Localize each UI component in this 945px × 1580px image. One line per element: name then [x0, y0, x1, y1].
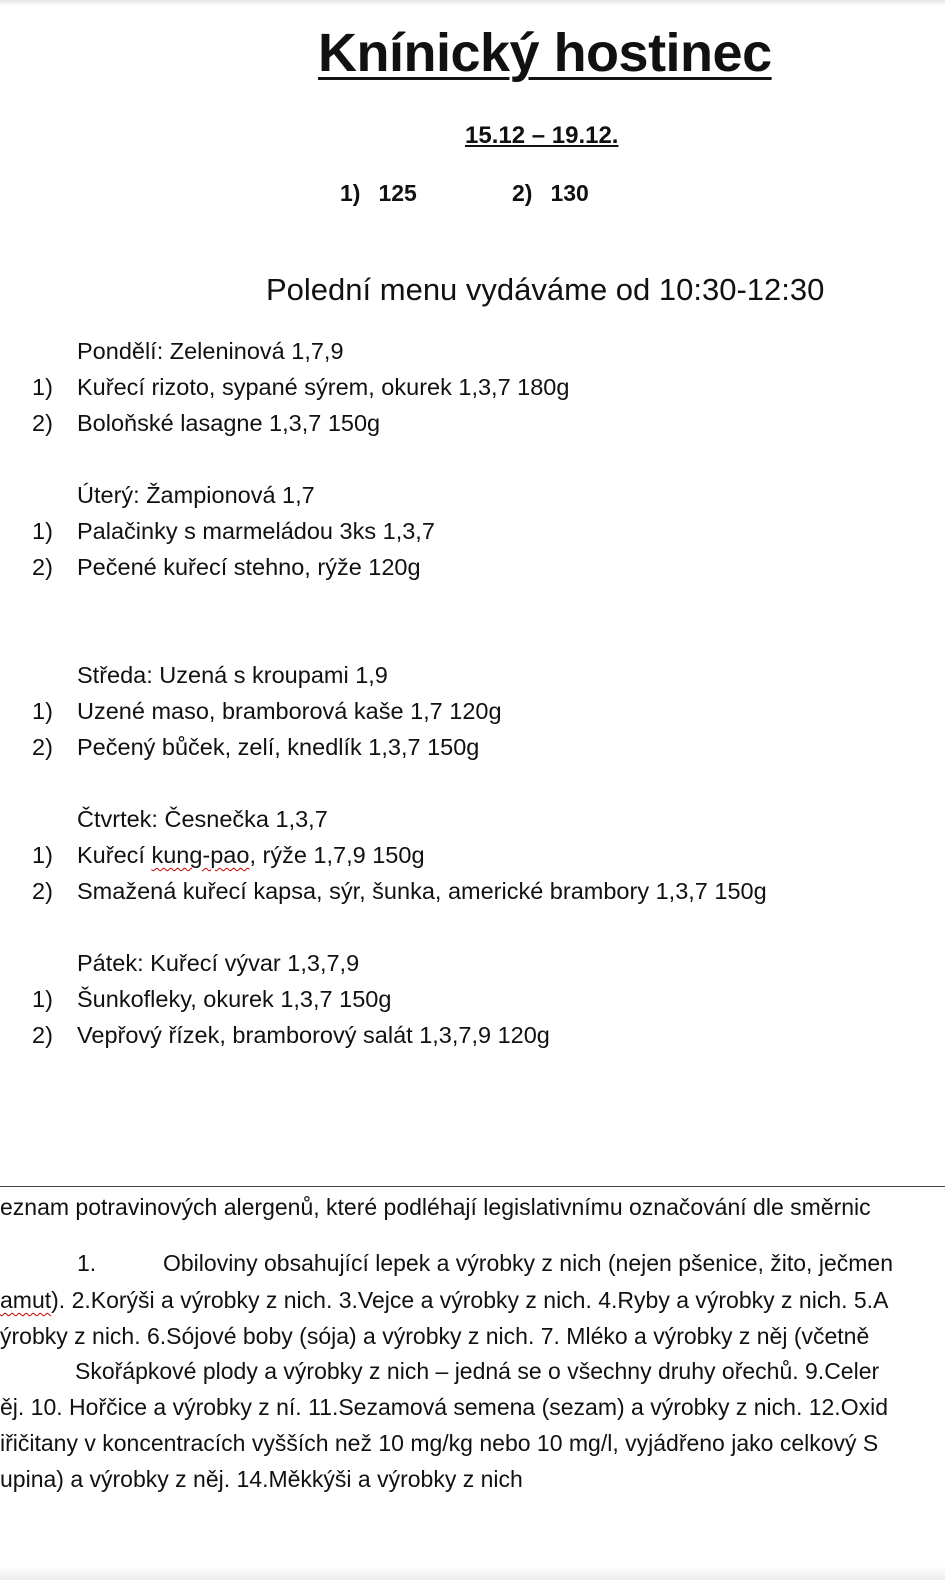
- allergen-line: Skořápkové plody a výrobky z nich – jedná se o všechny druhy ořechů. 9.Celer: [75, 1358, 880, 1384]
- allergen-number: 1.: [77, 1250, 97, 1276]
- item-number: 2): [32, 734, 53, 760]
- list-item: [32, 842, 425, 869]
- list-item: [32, 878, 767, 905]
- list-item: [32, 518, 435, 545]
- page-title: Knínický hostinec: [318, 23, 772, 83]
- item-text: Pečené kuřecí stehno, rýže 120g: [77, 554, 421, 580]
- service-hours: Polední menu vydáváme od 10:30-12:30: [266, 272, 825, 307]
- allergen-line: ěj. 10. Hořčice a výrobky z ní. 11.Sezamová semena (sezam) a výrobky z nich. 12.Oxid: [0, 1394, 888, 1420]
- item-number: 2): [32, 410, 53, 436]
- top-edge: [0, 0, 945, 6]
- item-number: 2): [32, 554, 53, 580]
- item-number: 1): [32, 986, 53, 1012]
- list-item: [32, 698, 502, 725]
- item-text: Vepřový řízek, bramborový salát 1,3,7,9 120g: [77, 1022, 550, 1048]
- allergen-line: [77, 1250, 893, 1277]
- allergen-line: [0, 1287, 888, 1314]
- item-number: 1): [32, 518, 53, 544]
- price-number: 2): [512, 180, 533, 206]
- item-number: 1): [32, 698, 53, 724]
- item-text: Uzené maso, bramborová kaše 1,7 120g: [77, 698, 502, 724]
- soup-tuesday: Úterý: Žampionová 1,7: [77, 482, 315, 508]
- allergen-text: Obiloviny obsahující lepek a výrobky z nich (nejen pšenice, žito, ječmen: [163, 1250, 893, 1276]
- list-item: [32, 410, 380, 437]
- section-divider: [0, 1186, 945, 1187]
- soup-wednesday: Středa: Uzená s kroupami 1,9: [77, 662, 388, 688]
- allergen-line: ýrobky z nich. 6.Sójové boby (sója) a výrobky z nich. 7. Mléko a výrobky z něj (včetně: [0, 1323, 870, 1349]
- soup-monday: Pondělí: Zeleninová 1,7,9: [77, 338, 344, 364]
- item-text: , rýže 1,7,9 150g: [249, 842, 425, 868]
- spellcheck-word: kung-pao: [151, 842, 250, 868]
- item-number: 2): [32, 1022, 53, 1048]
- soup-thursday: Čtvrtek: Česnečka 1,3,7: [77, 806, 328, 832]
- list-item: [32, 374, 569, 401]
- allergen-line: upina) a výrobky z něj. 14.Měkkýši a výrobky z nich: [0, 1466, 523, 1492]
- item-text: Palačinky s marmeládou 3ks 1,3,7: [77, 518, 435, 544]
- date-range: 15.12 – 19.12.: [465, 122, 619, 149]
- item-number: 1): [32, 842, 53, 868]
- allergen-line: iřičitany v koncentracích vyšších než 10 mg/kg nebo 10 mg/l, vyjádřeno jako celkový S: [0, 1430, 879, 1456]
- item-text: Pečený bůček, zelí, knedlík 1,3,7 150g: [77, 734, 480, 760]
- price-menu-1: [340, 180, 417, 207]
- list-item: [32, 1022, 550, 1049]
- item-text: Kuřecí rizoto, sypané sýrem, okurek 1,3,7 180g: [77, 374, 570, 400]
- price-number: 1): [340, 180, 361, 206]
- price-menu-2: [512, 180, 589, 207]
- list-item: [32, 554, 421, 581]
- allergen-text: ). 2.Korýši a výrobky z nich. 3.Vejce a výrobky z nich. 4.Ryby a výrobky z nich. 5.A: [51, 1287, 889, 1313]
- item-text: Kuřecí: [77, 842, 152, 868]
- list-item: [32, 734, 479, 761]
- soup-friday: Pátek: Kuřecí vývar 1,3,7,9: [77, 950, 360, 976]
- price-value: 130: [550, 180, 589, 206]
- item-number: 2): [32, 878, 53, 904]
- item-text: Smažená kuřecí kapsa, sýr, šunka, americké brambory 1,3,7 150g: [77, 878, 767, 904]
- spellcheck-word: amut: [0, 1287, 52, 1313]
- allergen-heading: eznam potravinových alergenů, které podléhají legislativnímu označování dle směrnic: [0, 1194, 871, 1220]
- price-value: 125: [378, 180, 417, 206]
- list-item: [32, 986, 391, 1013]
- item-text: Boloňské lasagne 1,3,7 150g: [77, 410, 381, 436]
- bottom-edge: [0, 1566, 945, 1580]
- item-number: 1): [32, 374, 53, 400]
- item-text: Šunkofleky, okurek 1,3,7 150g: [77, 986, 392, 1012]
